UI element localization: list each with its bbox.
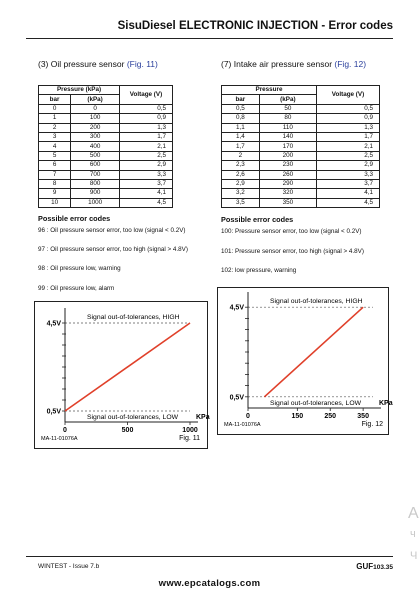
- bar-cell: 3: [39, 132, 71, 141]
- oil-sensor-section-title: [38, 59, 158, 69]
- bar-cell: 2: [39, 123, 71, 132]
- x-tick-label: 150: [291, 413, 304, 420]
- bar-cell: 3,5: [222, 198, 260, 207]
- voltage-header: Voltage (V): [317, 86, 380, 105]
- figure-code: MA-11-01076A: [41, 436, 78, 442]
- annotation-low: Signal out-of-tolerances, LOW: [87, 414, 179, 421]
- x-tick-label: 1000: [182, 427, 198, 434]
- bar-cell: 2: [222, 151, 260, 160]
- voltage-cell: 2,1: [317, 142, 380, 151]
- bar-cell: 2,3: [222, 161, 260, 170]
- bar-subheader: bar: [39, 95, 71, 104]
- table-row: [222, 189, 380, 198]
- kpa-cell: 800: [71, 179, 120, 188]
- table-row: [222, 161, 380, 170]
- annotation-low: Signal out-of-tolerances, LOW: [270, 399, 362, 407]
- fig12-chart-box: [217, 287, 393, 435]
- kpa-cell: 320: [259, 189, 316, 198]
- voltage-cell: 0,9: [317, 114, 380, 123]
- voltage-cell: 2,9: [317, 161, 380, 170]
- y-tick-label-low: 0,5V: [229, 394, 244, 402]
- data-line: [264, 307, 363, 397]
- footer-page-suffix: 103.35: [373, 564, 393, 571]
- y-tick-label-high: 4,5V: [229, 304, 244, 312]
- intake-pressure-table: [221, 85, 380, 208]
- oil-sensor-title-text: (3) Oil pressure sensor: [38, 59, 125, 69]
- voltage-cell: 2,1: [120, 142, 173, 151]
- kpa-cell: 350: [259, 198, 316, 207]
- voltage-cell: 1,3: [120, 123, 173, 132]
- kpa-cell: 230: [259, 161, 316, 170]
- footer-rule: [26, 556, 393, 557]
- oil-pressure-table: [38, 85, 173, 208]
- y-tick-label-high: 4,5V: [46, 320, 61, 328]
- table-row: [222, 142, 380, 151]
- table-row: [222, 198, 380, 207]
- bar-cell: 1: [39, 114, 71, 123]
- oil-codes-title: Possible error codes: [38, 214, 111, 223]
- kpa-cell: 0: [71, 104, 120, 113]
- side-mark-c: Ч: [410, 550, 418, 562]
- table-row: [222, 104, 380, 113]
- table-row: [39, 198, 173, 207]
- watermark: www.epcatalogs.com: [158, 578, 261, 589]
- voltage-cell: 0,9: [120, 114, 173, 123]
- bar-cell: 10: [39, 198, 71, 207]
- table-row: [39, 170, 173, 179]
- side-mark-a: A: [408, 505, 419, 522]
- voltage-cell: 1,7: [317, 132, 380, 141]
- kpa-cell: 80: [259, 114, 316, 123]
- code-96: 96 : Oil pressure sensor error, too low (signal < 0.2V): [38, 227, 186, 234]
- footer-page-prefix: GUF: [356, 562, 374, 571]
- voltage-cell: 3,7: [120, 179, 173, 188]
- bar-cell: 7: [39, 170, 71, 179]
- voltage-cell: 2,5: [120, 151, 173, 160]
- code-102: 102: low pressure, warning: [221, 267, 297, 274]
- bar-cell: 3,2: [222, 189, 260, 198]
- x-tick-label: 350: [357, 413, 369, 420]
- kpa-cell: 500: [71, 151, 120, 160]
- table-row: [39, 104, 173, 113]
- annotation-high: Signal out-of-tolerances, HIGH: [87, 314, 180, 321]
- kpa-cell: 170: [259, 142, 316, 151]
- footer-issue: WINTEST - Issue 7.b: [38, 563, 100, 570]
- data-line: [65, 323, 190, 411]
- voltage-cell: 1,3: [317, 123, 380, 132]
- table-row: [39, 189, 173, 198]
- x-tick-label: 250: [324, 413, 337, 420]
- voltage-cell: 4,5: [120, 198, 173, 207]
- table-row: [222, 114, 380, 123]
- intake-codes-title: Possible error codes: [221, 215, 294, 224]
- x-tick-label: 0: [246, 413, 250, 420]
- bar-cell: 6: [39, 161, 71, 170]
- table-row: [222, 132, 380, 141]
- kpa-cell: 900: [71, 189, 120, 198]
- kpa-cell: 600: [71, 161, 120, 170]
- kpa-cell: 100: [71, 114, 120, 123]
- kpa-cell: 50: [259, 104, 316, 113]
- kpa-cell: 260: [259, 170, 316, 179]
- bar-cell: 1,4: [222, 132, 260, 141]
- fig12-link[interactable]: (Fig. 12): [334, 59, 367, 69]
- kpa-cell: 140: [259, 132, 316, 141]
- voltage-cell: 0,5: [120, 104, 173, 113]
- x-axis-label: KPa: [196, 414, 210, 421]
- fig12-chart: [218, 288, 393, 434]
- bar-cell: 2,9: [222, 179, 260, 188]
- y-tick-label-low: 0,5V: [46, 408, 61, 416]
- intake-sensor-title-text: (7) Intake air pressure sensor: [221, 59, 333, 69]
- code-99: 99 : Oil pressure low, alarm: [38, 285, 115, 292]
- kpa-cell: 400: [71, 142, 120, 151]
- pressure-header: Pressure (kPa): [39, 86, 120, 95]
- voltage-cell: 4,5: [317, 198, 380, 207]
- annotation-high: Signal out-of-tolerances, HIGH: [270, 298, 363, 306]
- x-tick-label: 500: [121, 427, 134, 434]
- bar-cell: 0,5: [222, 104, 260, 113]
- code-100: 100: Pressure sensor error, too low (signal < 0.2V): [221, 228, 362, 235]
- voltage-cell: 1,7: [120, 132, 173, 141]
- code-101: 101: Pressure sensor error, too high (signal > 4.8V): [221, 248, 364, 255]
- bar-cell: 1,7: [222, 142, 260, 151]
- header-rule: [26, 38, 393, 39]
- voltage-cell: 3,3: [120, 170, 173, 179]
- voltage-cell: 4,1: [120, 189, 173, 198]
- table-row: [39, 114, 173, 123]
- table-row: [39, 132, 173, 141]
- figure-label: Fig. 11: [179, 435, 200, 442]
- table-row: [39, 123, 173, 132]
- voltage-cell: 2,9: [120, 161, 173, 170]
- voltage-cell: 0,5: [317, 104, 380, 113]
- table-row: [39, 161, 173, 170]
- side-mark-b: ч: [410, 528, 416, 540]
- bar-cell: 0: [39, 104, 71, 113]
- bar-cell: 9: [39, 189, 71, 198]
- fig11-chart-box: [34, 301, 208, 449]
- kpa-cell: 110: [259, 123, 316, 132]
- table-row: [39, 151, 173, 160]
- bar-cell: 8: [39, 179, 71, 188]
- figure-code: MA-11-01076A: [224, 422, 261, 428]
- table-row: [39, 179, 173, 188]
- code-97: 97 : Oil pressure sensor error, too high (signal > 4.8V): [38, 246, 188, 253]
- pressure-header: Pressure: [222, 86, 317, 95]
- table-row: [222, 123, 380, 132]
- figure-label: Fig. 12: [361, 421, 383, 428]
- intake-sensor-section-title: [221, 59, 366, 69]
- kpa-cell: 700: [71, 170, 120, 179]
- code-98: 98 : Oil pressure low, warning: [38, 265, 121, 272]
- bar-cell: 5: [39, 151, 71, 160]
- kpa-cell: 200: [259, 151, 316, 160]
- bar-cell: 1,1: [222, 123, 260, 132]
- fig11-link[interactable]: (Fig. 11): [126, 59, 158, 69]
- fig11-chart: [35, 302, 210, 448]
- kpa-subheader: (kPa): [71, 95, 120, 104]
- bar-cell: 4: [39, 142, 71, 151]
- x-tick-label: 0: [63, 427, 67, 434]
- kpa-cell: 1000: [71, 198, 120, 207]
- footer-page-number: [356, 562, 393, 571]
- kpa-cell: 290: [259, 179, 316, 188]
- page-title: SisuDiesel ELECTRONIC INJECTION - Error codes: [117, 20, 393, 32]
- x-axis-label: KPa: [379, 400, 393, 407]
- table-row: [39, 142, 173, 151]
- voltage-cell: 3,3: [317, 170, 380, 179]
- bar-cell: 2,6: [222, 170, 260, 179]
- voltage-cell: 4,1: [317, 189, 380, 198]
- table-row: [222, 151, 380, 160]
- kpa-cell: 200: [71, 123, 120, 132]
- bar-subheader: bar: [222, 95, 260, 104]
- table-row: [222, 170, 380, 179]
- voltage-header: Voltage (V): [120, 86, 173, 105]
- kpa-subheader: (kPa): [259, 95, 316, 104]
- voltage-cell: 2,5: [317, 151, 380, 160]
- table-row: [222, 179, 380, 188]
- bar-cell: 0,8: [222, 114, 260, 123]
- kpa-cell: 300: [71, 132, 120, 141]
- voltage-cell: 3,7: [317, 179, 380, 188]
